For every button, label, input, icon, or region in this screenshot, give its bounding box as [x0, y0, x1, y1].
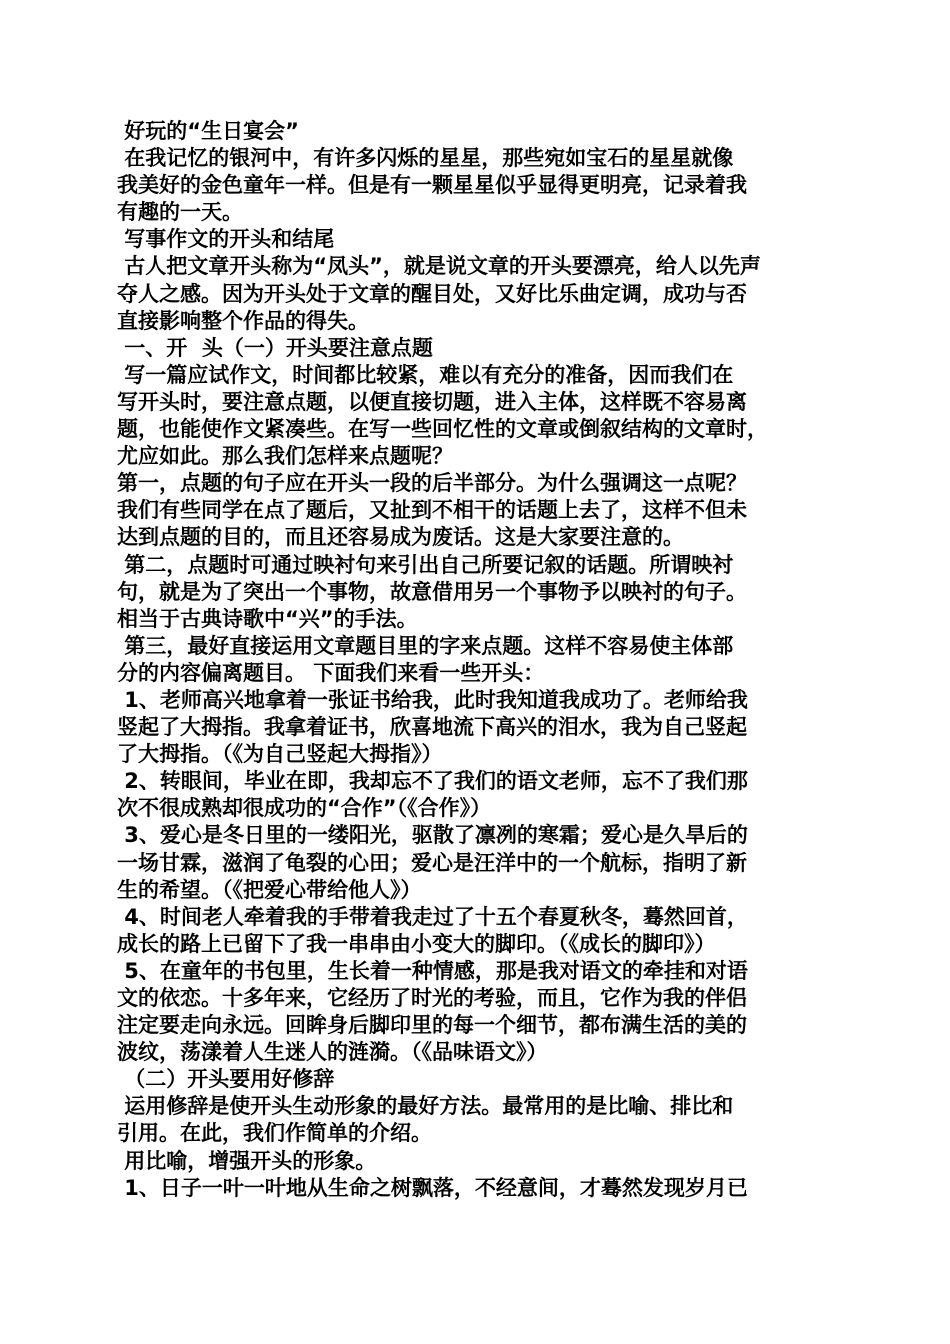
text-line: 相当于古典诗歌中“兴”的手法。: [117, 606, 418, 631]
text-line: 有趣的一天。: [117, 200, 243, 225]
text-line: 竖起了大拇指。我拿着证书，欣喜地流下高兴的泪水，我为自己竖起: [117, 715, 747, 740]
text-line: 古人把文章开头称为“凤头”，就是说文章的开头要漂亮，给人以先声: [117, 254, 761, 279]
heading-line: 写事作文的开头和结尾: [117, 227, 335, 252]
text-line: 达到点题的目的，而且还容易成为废话。这是大家要注意的。: [117, 525, 684, 550]
text-line: 第一，点题的句子应在开头一段的后半部分。为什么强调这一点呢？: [117, 471, 747, 496]
title-line: 好玩的“生日宴会”: [117, 119, 299, 143]
text-line: 夺人之感。因为开头处于文章的醒目处，又好比乐曲定调，成功与否: [117, 281, 747, 306]
text-line: 题，也能使作文紧凑些。在写一些回忆性的文章或倒叙结构的文章时，: [117, 417, 768, 442]
text-line: 1、老师高兴地拿着一张证书给我，此时我知道我成功了。老师给我: [117, 687, 748, 712]
text-line: 尤应如此。那么我们怎样来点题呢？: [117, 444, 453, 469]
text-line: 波纹，荡漾着人生迷人的涟漪。（《品味语文》）: [117, 1040, 548, 1065]
text-line: 3、爱心是冬日里的一缕阳光，驱散了凛冽的寒霜；爱心是久旱后的: [117, 823, 748, 848]
text-line: 2、转眼间，毕业在即，我却忘不了我们的语文老师，忘不了我们那: [117, 769, 748, 794]
text-line: 生的希望。（《把爱心带给他人》）: [117, 877, 422, 902]
text-line: 我美好的金色童年一样。但是有一颗星星似乎显得更明亮，记录着我: [117, 173, 747, 198]
text-line: 写一篇应试作文，时间都比较紧，难以有充分的准备，因而我们在: [117, 362, 734, 387]
heading-line: 一、开 头（一）开头要注意点题: [117, 335, 433, 360]
text-line: 句，就是为了突出一个事物，故意借用另一个事物予以映衬的句子。: [117, 579, 747, 604]
text-line: 直接影响整个作品的得失。: [117, 308, 369, 333]
text-line: 成长的路上已留下了我一串串由小变大的脚印。（《成长的脚印》）: [117, 931, 716, 956]
text-line: 写开头时，要注意点题，以便直接切题，进入主体，这样既不容易离: [117, 389, 747, 414]
text-line: 在我记忆的银河中，有许多闪烁的星星，那些宛如宝石的星星就像: [117, 146, 734, 171]
text-line: 文的依恋。十多年来，它经历了时光的考验，而且，它作为我的伴侣: [117, 986, 747, 1010]
heading-line: （二）开头要用好修辞: [117, 1067, 335, 1092]
text-line: 1、日子一叶一叶地从生命之树飘落，不经意间，才蓦然发现岁月已: [117, 1175, 748, 1200]
text-line: 用比喻，增强开头的形象。: [117, 1148, 377, 1173]
text-line: 分的内容偏离题目。 下面我们来看一些开头：: [117, 660, 545, 685]
text-line: 4、时间老人牵着我的手带着我走过了十五个春夏秋冬，蓦然回首，: [117, 904, 748, 929]
text-line: 第二，点题时可通过映衬句来引出自己所要记叙的话题。所谓映衬: [117, 552, 734, 577]
text-line: 第三，最好直接运用文章题目里的字来点题。这样不容易使主体部: [117, 633, 734, 658]
text-line: 5、在童年的书包里，生长着一种情感，那是我对语文的牵挂和对语: [117, 958, 748, 983]
text-line: 运用修辞是使开头生动形象的最好方法。最常用的是比喻、排比和: [117, 1094, 734, 1119]
text-line: 我们有些同学在点了题后，又扯到不相干的话题上去了，这样不但未: [117, 498, 747, 523]
text-line: 引用。在此，我们作简单的介绍。: [117, 1121, 432, 1146]
text-line: 了大拇指。（《为自己竖起大拇指》）: [117, 742, 443, 767]
text-line: 次不很成熟却很成功的“合作”（《合作》）: [117, 796, 492, 821]
text-line: 一场甘霖，滋润了龟裂的心田；爱心是汪洋中的一个航标，指明了新: [117, 850, 747, 875]
document-body: [117, 118, 841, 1202]
text-line: 注定要走向永远。回眸身后脚印里的每一个细节，都布满生活的美的: [117, 1013, 747, 1038]
